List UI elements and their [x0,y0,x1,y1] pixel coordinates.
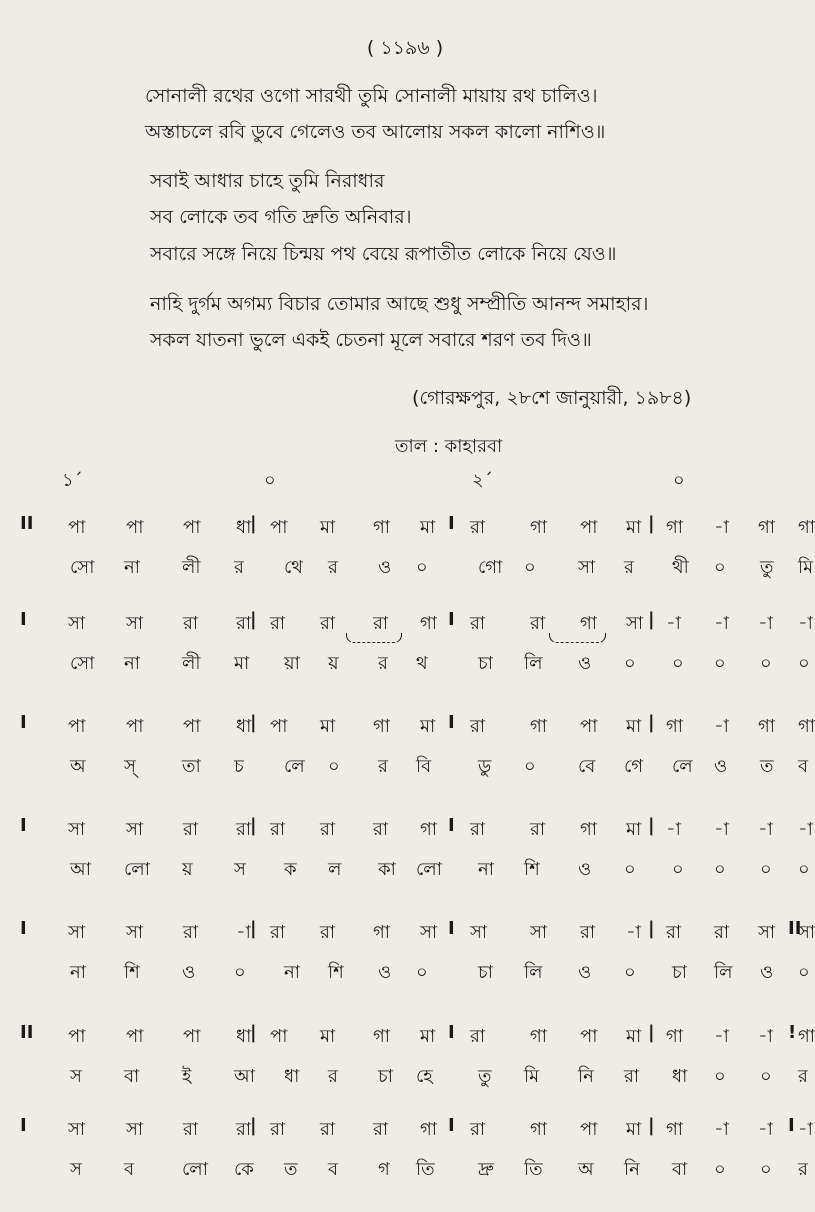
lyric-syllable: ০ [416,557,428,578]
lyric-syllable: ব [124,1159,135,1180]
swara-note: রা [470,1119,486,1140]
swara-note: সা [798,922,815,943]
lyric-syllable: লো [182,1159,208,1180]
swara-note: পা [183,1026,201,1047]
lyric-syllable: তু [478,1066,492,1087]
lyric-syllable: ০ [714,653,726,674]
bar-divider: | [250,918,257,939]
swara-note: রা [320,819,336,840]
lyric-syllable: লে [284,756,305,777]
swara-note: গা [798,716,815,737]
lyric-syllable: মি [524,1066,540,1087]
composition-source: (গোরক্ষপুর, ২৮শে জানুয়ারী, ১৯৮৪) [412,387,692,409]
section-start-bar: II [20,1022,34,1043]
swara-note: রা [373,613,389,634]
swara-note: রা [236,613,252,634]
lyric-syllable: শি [524,859,540,880]
lyric-syllable: সা [578,557,596,578]
lyric-syllable: চ [234,756,244,777]
lyric-syllable: গ [378,1159,390,1180]
swara-note: রা [666,922,682,943]
swara-note: গা [798,517,815,538]
lyric-syllable: য় [328,653,339,674]
section-start-bar: I [20,815,27,836]
lyric-syllable: চা [672,962,687,983]
lyric-line: নাহি দুর্গম অগম্য বিচার তোমার আছে শুধু সম্প্রীতি আনন্দ সমাহার। [150,293,649,315]
lyric-syllable: ০ [624,859,636,880]
swara-note: -া [236,922,251,943]
swara-note: গা [420,1119,438,1140]
lyric-syllable: য় [182,859,193,880]
lyric-syllable: লী [182,653,201,674]
swara-note: -া [758,1026,773,1047]
bar-divider: | [648,609,655,630]
lyric-syllable: ০ [798,859,810,880]
lyric-syllable: ত [760,756,774,777]
swara-note: -া [798,613,813,634]
lyric-syllable: বা [672,1159,688,1180]
swara-note: পা [126,517,144,538]
swara-note: রা [270,1119,286,1140]
lyric-syllable: ও [578,859,592,880]
lyric-syllable: শি [328,962,344,983]
swara-note: রা [270,922,286,943]
lyric-syllable: র [234,557,244,578]
swara-note: গা [666,1026,684,1047]
lyric-syllable: ক [284,859,297,880]
lyric-syllable: মি [798,557,814,578]
lyric-syllable: অ [578,1159,594,1180]
section-start-bar: I [20,609,27,630]
swara-note: রা [236,1119,252,1140]
bar-divider: | [250,815,257,836]
swara-note: গা [758,517,776,538]
bar-divider: | [648,1022,655,1043]
swara-note: -া [666,819,681,840]
swara-note: সা [126,1119,144,1140]
bar-divider: | [648,513,655,534]
swara-note: পা [126,716,144,737]
swara-note: -া [758,819,773,840]
lyric-line: অস্তাচলে রবি ডুবে গেলেও তব আলোয় সকল কালো নাশিও॥ [145,121,606,143]
lyric-syllable: ০ [672,653,684,674]
swara-note: পা [580,517,598,538]
beat-mark: ০ [673,470,685,491]
bar-divider: | [250,712,257,733]
swara-note: রা [530,613,546,634]
swara-note: রা [320,613,336,634]
lyric-syllable: রা [624,1066,640,1087]
lyric-syllable: স [234,859,246,880]
lyric-syllable: ০ [714,1159,726,1180]
lyric-syllable: ০ [760,1066,772,1087]
swara-note: রা [183,1119,199,1140]
swara-note: পা [68,517,86,538]
swara-note: রা [320,922,336,943]
swara-note: পা [580,1026,598,1047]
swara-note: রা [183,613,199,634]
lyric-syllable: চা [478,653,493,674]
lyric-syllable: গো [478,557,503,578]
lyric-syllable: আ [70,859,91,880]
lyric-syllable: লি [714,962,733,983]
swara-note: রা [470,1026,486,1047]
swara-note: সা [126,819,144,840]
lyric-syllable: স [70,1159,82,1180]
lyric-syllable: ত [284,1159,298,1180]
lyric-syllable: ও [578,653,592,674]
swara-note: গা [373,1026,391,1047]
lyric-syllable: র [378,756,388,777]
swara-note: রা [580,922,596,943]
swara-note: গা [530,1119,548,1140]
lyric-syllable: ০ [760,653,772,674]
bar-divider: I [448,513,455,534]
swara-note: সা [420,922,438,943]
lyric-syllable: সো [70,557,95,578]
swara-note: সা [68,1119,86,1140]
bar-divider: | [250,1022,257,1043]
bar-divider: | [250,1115,257,1136]
lyric-syllable: তি [524,1159,543,1180]
lyric-syllable: ০ [416,962,428,983]
swara-note: ধা [236,1026,252,1047]
bar-divider: | [250,609,257,630]
lyric-syllable: ল [328,859,342,880]
lyric-syllable: হে [416,1066,433,1087]
swara-note: গা [530,517,548,538]
swara-note: মা [626,1026,642,1047]
lyric-syllable: ০ [524,557,536,578]
swara-note: রা [373,1119,389,1140]
lyric-syllable: তা [182,756,201,777]
lyric-line: সকল যাতনা ভুলে একই চেতনা মূলে সবারে শরণ তব দিও॥ [150,329,592,351]
bar-divider: | [648,1115,655,1136]
swara-note: গা [530,1026,548,1047]
lyric-syllable: ০ [234,962,246,983]
section-start-bar: I [20,712,27,733]
bar-divider: I [448,712,455,733]
lyric-syllable: কে [234,1159,254,1180]
swara-note: সা [68,819,86,840]
swara-note: গা [530,716,548,737]
swara-note: মা [320,517,336,538]
lyric-syllable: বা [124,1066,140,1087]
lyric-line: সবাই আধার চাহে তুমি নিরাধার [150,170,385,192]
swara-note: -া [758,1119,773,1140]
lyric-syllable: র [798,1066,808,1087]
swara-note: পা [126,1026,144,1047]
lyric-syllable: বি [416,756,432,777]
bar-divider: I [448,609,455,630]
swara-note: ধা [236,716,252,737]
swara-note: সা [68,922,86,943]
lyric-syllable: থ [416,653,428,674]
swara-note: মা [320,716,336,737]
swara-note: গা [420,613,438,634]
slur-mark [346,633,402,643]
swara-note: পা [270,1026,288,1047]
lyric-syllable: ০ [798,653,810,674]
swara-note: গা [373,517,391,538]
bar-divider: I [448,1115,455,1136]
swara-note: রা [470,517,486,538]
lyric-syllable: বে [578,756,596,777]
lyric-syllable: ই [182,1066,192,1087]
swara-note: -া [758,613,773,634]
swara-note: গা [373,716,391,737]
swara-note: পা [270,517,288,538]
lyric-syllable: র [624,557,634,578]
swara-note: -া [714,716,729,737]
bar-divider: | [648,712,655,733]
section-end-bar: ! [788,1022,797,1043]
swara-note: সা [68,613,86,634]
section-end-bar: II [788,918,802,939]
lyric-syllable: লি [524,962,543,983]
swara-note: সা [126,922,144,943]
swara-note: পা [183,517,201,538]
lyric-syllable: ডু [478,756,492,777]
slur-mark [549,633,606,643]
lyric-syllable: নি [624,1159,640,1180]
swara-note: -া [714,1119,729,1140]
swara-note: গা [666,716,684,737]
swara-note: সা [758,922,776,943]
section-start-bar: I [20,918,27,939]
beat-mark: ২´ [472,470,493,491]
lyric-syllable: দ্রু [478,1159,494,1180]
swara-note: -া [714,819,729,840]
lyric-syllable: য়া [284,653,300,674]
swara-note: গা [420,819,438,840]
swara-note: মা [626,517,642,538]
lyric-syllable: ও [378,557,392,578]
lyric-syllable: মা [234,653,250,674]
lyric-syllable: ০ [760,1159,772,1180]
swara-note: -া [714,517,729,538]
swara-note: সা [530,922,548,943]
lyric-syllable: ধা [672,1066,688,1087]
lyric-syllable: স্ [124,756,136,777]
beat-mark: ১´ [62,470,83,491]
swara-note: পা [270,716,288,737]
swara-note: গা [373,922,391,943]
swara-note: গা [798,1026,815,1047]
lyric-syllable: লি [524,653,543,674]
lyric-syllable: না [284,962,300,983]
tala-label: তাল : কাহারবা [395,436,503,457]
swara-note: সা [470,922,488,943]
swara-note: রা [470,819,486,840]
swara-note: রা [270,819,286,840]
lyric-syllable: ০ [760,859,772,880]
lyric-syllable: র [328,557,338,578]
lyric-syllable: ০ [328,756,340,777]
swara-note: ধা [236,517,252,538]
swara-note: রা [236,819,252,840]
lyric-syllable: না [70,962,86,983]
section-start-bar: I [20,1115,27,1136]
swara-note: পা [68,1026,86,1047]
swara-note: রা [530,819,546,840]
swara-note: সা [126,613,144,634]
swara-note: মা [420,517,436,538]
lyric-syllable: তু [760,557,774,578]
lyric-syllable: লো [124,859,150,880]
lyric-syllable: থে [284,557,303,578]
swara-note: গা [580,613,598,634]
swara-note: গা [666,1119,684,1140]
lyric-syllable: চা [478,962,493,983]
lyric-syllable: ব [328,1159,339,1180]
swara-note: -া [798,1119,813,1140]
swara-note: রা [183,819,199,840]
lyric-syllable: ও [714,756,728,777]
bar-divider: | [648,815,655,836]
lyric-syllable: চা [378,1066,393,1087]
lyric-syllable: ও [378,962,392,983]
lyric-syllable: লী [182,557,201,578]
lyric-syllable: ব [798,756,809,777]
lyric-syllable: ০ [714,1066,726,1087]
swara-note: -া [666,613,681,634]
swara-note: -া [714,1026,729,1047]
lyric-syllable: কা [378,859,396,880]
bar-divider: | [250,513,257,534]
swara-note: গা [580,819,598,840]
lyric-syllable: অ [70,756,86,777]
lyric-syllable: র [378,653,388,674]
swara-note: রা [714,922,730,943]
swara-note: রা [470,613,486,634]
swara-note: মা [420,716,436,737]
lyric-line: সবারে সঙ্গে নিয়ে চিন্ময় পথ বেয়ে রূপাতীত লোকে নিয়ে যেও॥ [150,243,617,265]
lyric-syllable: শি [124,962,140,983]
swara-note: রা [270,613,286,634]
lyric-syllable: লো [416,859,442,880]
lyric-syllable: স [70,1066,82,1087]
lyric-syllable: না [124,653,140,674]
swara-note: পা [580,716,598,737]
swara-note: -া [714,613,729,634]
beat-mark: ০ [264,470,276,491]
swara-note: মা [626,819,642,840]
lyric-syllable: ০ [798,962,810,983]
swara-note: পা [68,716,86,737]
lyric-syllable: সো [70,653,95,674]
lyric-syllable: তি [416,1159,435,1180]
lyric-syllable: আ [234,1066,255,1087]
swara-note: -া [626,922,641,943]
lyric-syllable: না [478,859,494,880]
lyric-syllable: ০ [624,962,636,983]
swara-note: পা [580,1119,598,1140]
swara-note: মা [420,1026,436,1047]
lyric-syllable: ০ [672,859,684,880]
swara-note: পা [183,716,201,737]
lyric-line: সোনালী রথের ওগো সারথী তুমি সোনালী মায়ায় রথ চালিও। [145,85,598,107]
swara-note: রা [320,1119,336,1140]
swara-note: মা [320,1026,336,1047]
swara-note: গা [758,716,776,737]
lyric-syllable: ০ [714,557,726,578]
swara-note: রা [183,922,199,943]
lyric-syllable: ০ [624,653,636,674]
lyric-syllable: নি [578,1066,594,1087]
swara-note: সা [626,613,644,634]
bar-divider: | [648,918,655,939]
swara-note: মা [626,716,642,737]
lyric-syllable: ০ [714,859,726,880]
lyric-syllable: না [124,557,140,578]
section-start-bar: II [20,513,34,534]
lyric-syllable: ধা [284,1066,300,1087]
lyric-syllable: লে [672,756,693,777]
page-number: ( ১১৯৬ ) [366,37,444,59]
swara-note: রা [373,819,389,840]
lyric-syllable: ও [182,962,196,983]
lyric-syllable: ০ [524,756,536,777]
lyric-line: সব লোকে তব গতি দ্রুতি অনিবার। [150,206,412,228]
lyric-syllable: র [798,1159,808,1180]
bar-divider: I [448,1022,455,1043]
section-end-bar: I [788,1115,795,1136]
swara-note: মা [626,1119,642,1140]
lyric-syllable: ও [578,962,592,983]
lyric-syllable: গে [624,756,644,777]
swara-note: গা [666,517,684,538]
bar-divider: I [448,815,455,836]
swara-note: -া [798,819,813,840]
lyric-syllable: র [328,1066,338,1087]
lyric-syllable: ও [760,962,774,983]
swara-note: রা [470,716,486,737]
bar-divider: I [448,918,455,939]
lyric-syllable: থী [672,557,689,578]
